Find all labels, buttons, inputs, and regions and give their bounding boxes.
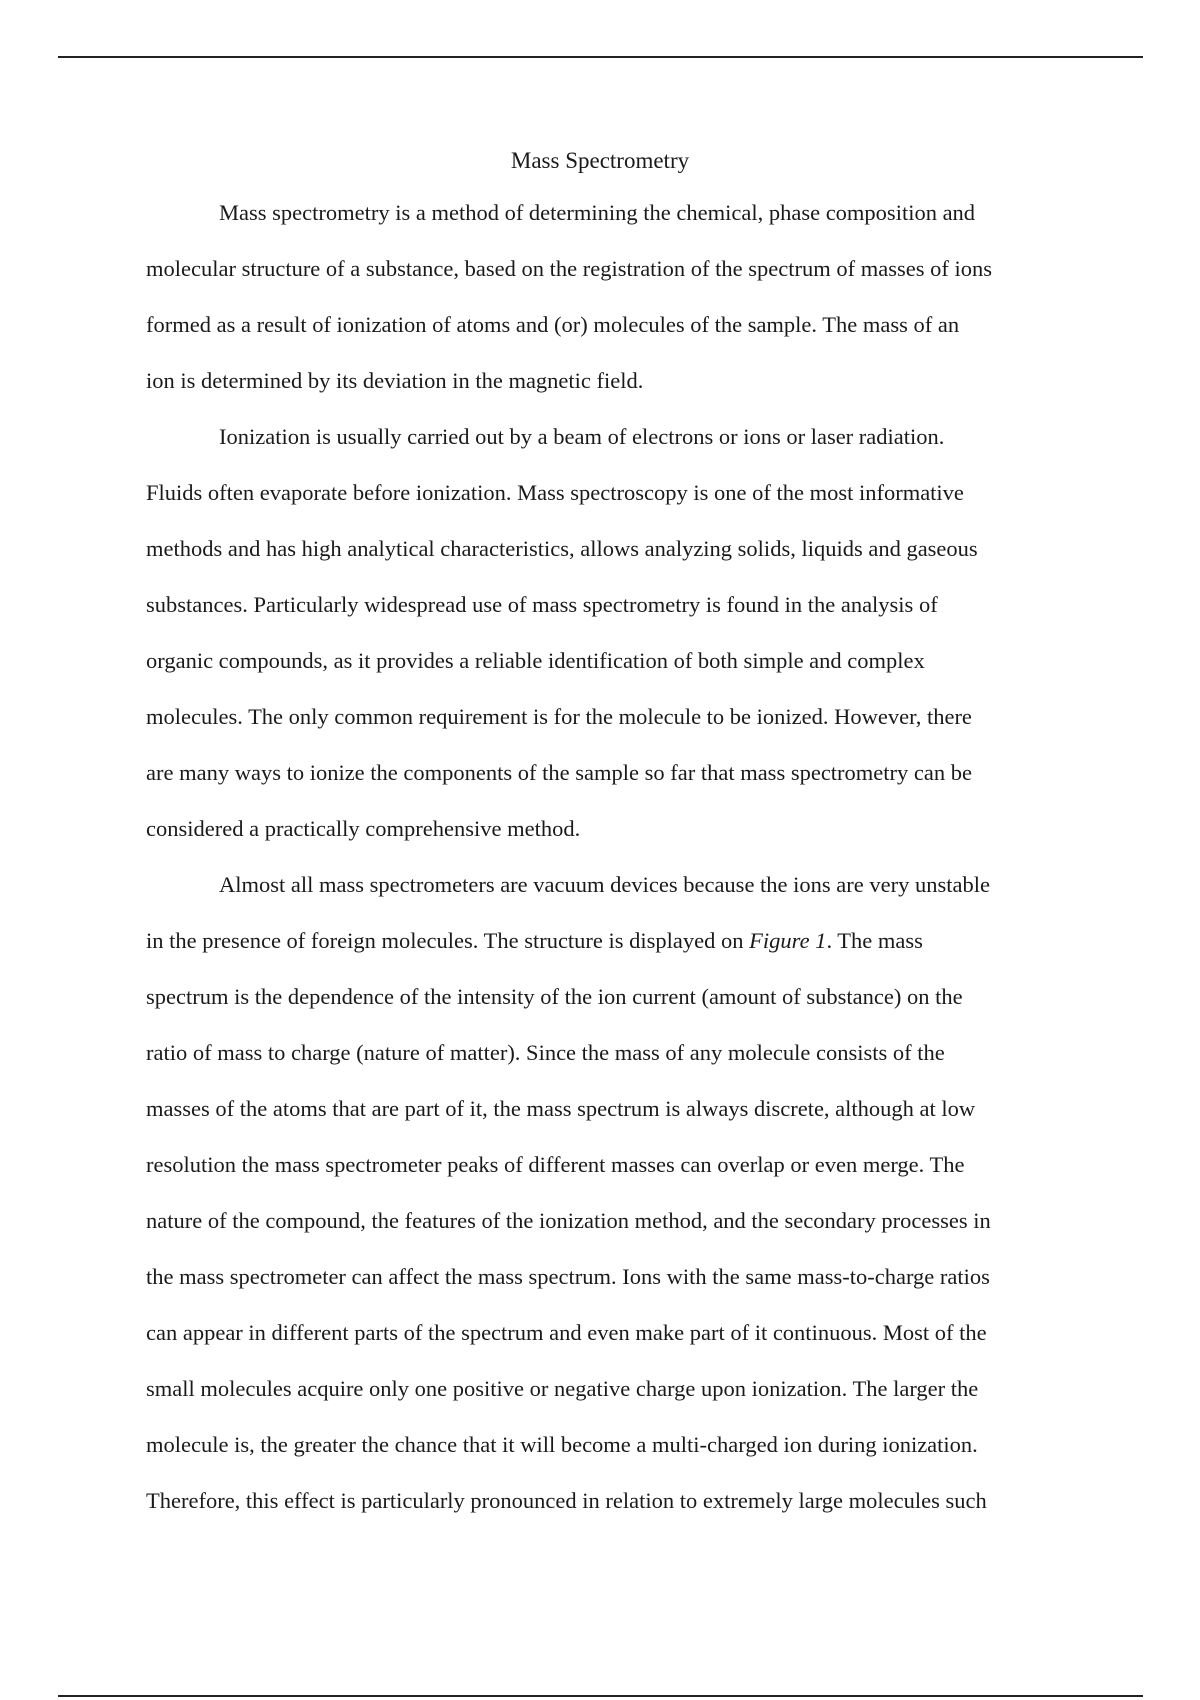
text-line: considered a practically comprehensive method. [146,816,581,841]
text-line: ion is determined by its deviation in the magnetic field. [146,368,644,393]
text-line-with-figure-reference [146,924,1061,980]
text-line: are many ways to ionize the components of the sample so far that mass spectrometry can be [146,760,972,785]
text-line: Ionization is usually carried out by a beam of electrons or ions or laser radiation. [219,424,945,449]
text-line: Mass spectrometry is a method of determining the chemical, phase composition and [219,200,976,225]
text-line: molecular structure of a substance, based on the registration of the spectrum of masses of ions [146,256,993,281]
bottom-rule [58,1695,1143,1697]
top-rule [58,56,1143,58]
text-segment: in the presence of foreign molecules. The structure is displayed on [146,928,750,953]
text-line: Therefore, this effect is particularly pronounced in relation to extremely large molecules such [146,1488,987,1513]
text-line: the mass spectrometer can affect the mass spectrum. Ions with the same mass-to-charge ratios [146,1264,990,1289]
text-line: Fluids often evaporate before ionization. Mass spectroscopy is one of the most informative [146,480,964,505]
text-line: Almost all mass spectrometers are vacuum devices because the ions are very unstable [219,872,990,897]
text-line: formed as a result of ionization of atoms and (or) molecules of the sample. The mass of an [146,312,960,337]
document-body [146,196,1061,1540]
text-line: nature of the compound, the features of the ionization method, and the secondary processes in [146,1208,991,1233]
text-line: methods and has high analytical characteristics, allows analyzing solids, liquids and gaseous [146,536,978,561]
text-line: molecule is, the greater the chance that it will become a multi-charged ion during ionization. [146,1432,978,1457]
text-line: resolution the mass spectrometer peaks of different masses can overlap or even merge. The [146,1152,965,1177]
text-line: ratio of mass to charge (nature of matter). Since the mass of any molecule consists of the [146,1040,945,1065]
text-line: can appear in different parts of the spectrum and even make part of it continuous. Most of the [146,1320,987,1345]
text-segment: . The mass [826,928,923,953]
page-title: Mass Spectrometry [510,148,690,173]
text-line: substances. Particularly widespread use of mass spectrometry is found in the analysis of [146,592,938,617]
figure-reference: Figure 1 [749,928,827,953]
text-line: spectrum is the dependence of the intensity of the ion current (amount of substance) on the [146,984,963,1009]
text-line: masses of the atoms that are part of it, the mass spectrum is always discrete, although at low [146,1096,976,1121]
text-line: molecules. The only common requirement is for the molecule to be ionized. However, there [146,704,972,729]
text-line: small molecules acquire only one positive or negative charge upon ionization. The larger the [146,1376,979,1401]
text-line: organic compounds, as it provides a reliable identification of both simple and complex [146,648,925,673]
